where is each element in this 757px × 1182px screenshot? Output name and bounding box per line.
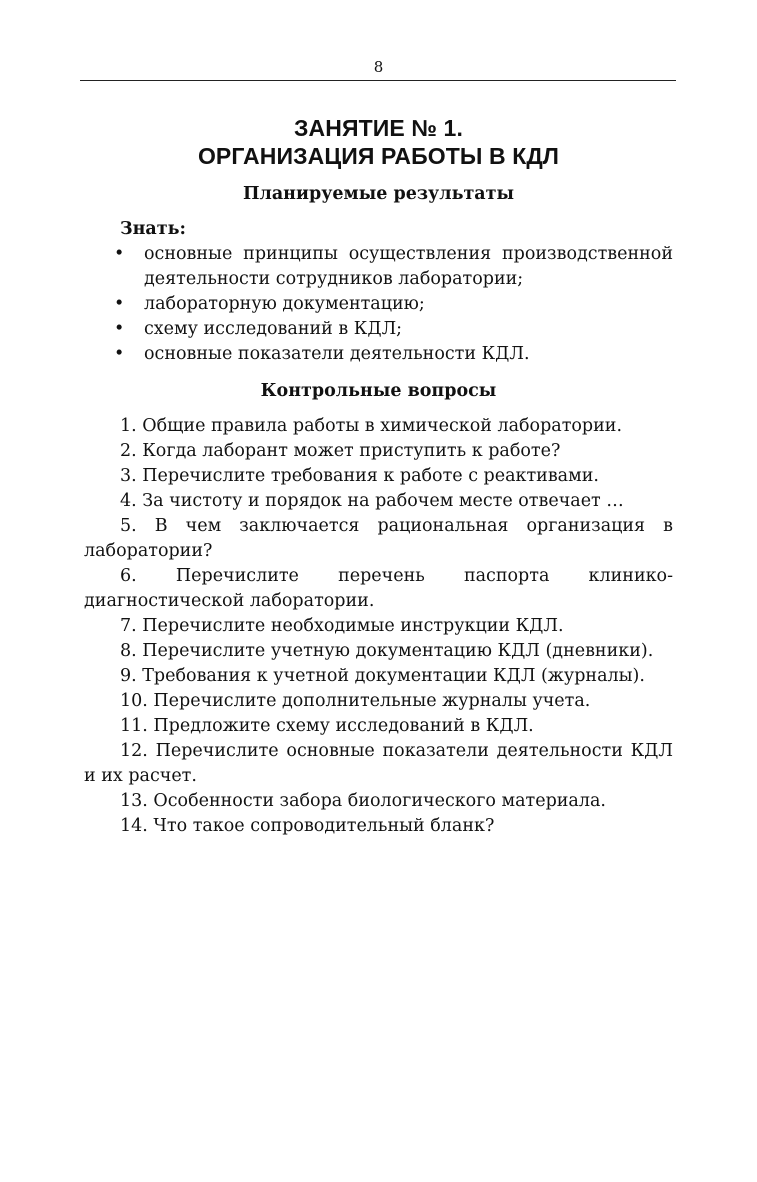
list-item: 12. Перечислите основные показатели деятельности КДЛ и их расчет.	[84, 741, 673, 786]
bullet-icon: •	[114, 319, 125, 339]
list-item: • схему исследований в КДЛ;	[84, 317, 673, 342]
bullet-icon: •	[114, 244, 125, 264]
list-item: 2. Когда лаборант может приступить к работе?	[120, 441, 561, 461]
list-item: 10. Перечислите дополнительные журналы учета.	[120, 691, 591, 711]
list-item: 8. Перечислите учетную документацию КДЛ (дневники).	[120, 641, 654, 661]
bullet-icon: •	[114, 294, 125, 314]
list-item: • основные принципы осуществления производственной деятельности сотрудников лаборатории;	[114, 244, 673, 289]
bullet-icon: •	[114, 344, 125, 364]
list-item: 1. Общие правила работы в химической лаборатории.	[120, 416, 623, 436]
list-item: • основные показатели деятельности КДЛ.	[84, 342, 673, 367]
list-item: 11. Предложите схему исследований в КДЛ.	[120, 716, 534, 736]
list-item: • лабораторную документацию;	[84, 292, 673, 317]
control-questions-heading: Контрольные вопросы	[260, 381, 497, 401]
header-rule	[80, 80, 676, 81]
list-item: 5. В чем заключается рациональная организация в лаборатории?	[84, 516, 673, 561]
list-item: 3. Перечислите требования к работе с реактивами.	[120, 466, 599, 486]
list-item: 14. Что такое сопроводительный бланк?	[120, 816, 495, 836]
list-item: 9. Требования к учетной документации КДЛ (журналы).	[120, 666, 645, 686]
lesson-title-line1: ЗАНЯТИЕ № 1.	[294, 115, 463, 141]
list-item: 4. За чистоту и порядок на рабочем месте отвечает …	[120, 491, 624, 511]
list-item: 13. Особенности забора биологического материала.	[120, 791, 606, 811]
list-item: 6. Перечислите перечень паспорта клинико-диагностической лаборатории.	[84, 566, 673, 611]
list-item: 7. Перечислите необходимые инструкции КДЛ.	[120, 616, 564, 636]
lesson-title	[84, 114, 673, 170]
planned-results-list	[84, 242, 673, 367]
page-number: 8	[373, 58, 384, 76]
lesson-title-line2: ОРГАНИЗАЦИЯ РАБОТЫ В КДЛ	[197, 143, 560, 169]
control-questions-list	[84, 414, 673, 839]
know-label: Знать:	[120, 219, 186, 239]
planned-results-heading: Планируемые результаты	[242, 184, 515, 204]
page-content	[84, 114, 673, 839]
